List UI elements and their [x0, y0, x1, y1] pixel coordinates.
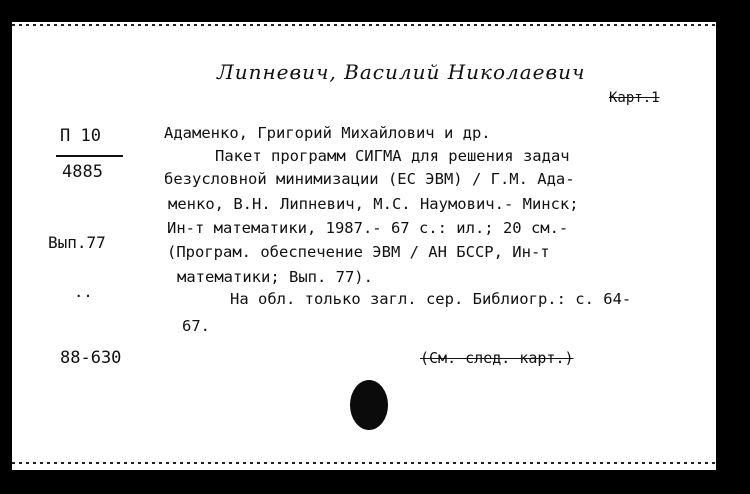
call-number-divider — [56, 155, 123, 157]
top-perforation — [12, 24, 716, 26]
continuation-note: (См. след. карт.) — [420, 349, 574, 367]
entry-line-2: Пакет программ СИГМА для решения задач — [215, 147, 570, 165]
bottom-perforation — [12, 462, 716, 464]
call-number-bottom: 4885 — [62, 162, 103, 182]
entry-line-1: Адаменко, Григорий Михайлович и др. — [164, 124, 491, 142]
entry-line-3: безусловной минимизации (ЕС ЭВМ) / Г.М. Ада- — [164, 170, 575, 188]
margin-dots: .. — [74, 283, 93, 301]
entry-line-5: Ин-т математики, 1987.- 67 с.: ил.; 20 см.- — [167, 219, 569, 237]
inventory-number: 88-630 — [60, 348, 122, 368]
entry-line-7: математики; Вып. 77). — [177, 268, 373, 286]
entry-line-6: (Програм. обеспечение ЭВМ / АН БССР, Ин-т — [167, 243, 550, 261]
entry-line-8: На обл. только загл. сер. Библиогр.: с. 64- — [230, 290, 632, 308]
entry-line-9: 67. — [182, 317, 210, 335]
entry-line-4: менко, В.Н. Липневич, М.С. Наумович.- Минск; — [168, 195, 579, 213]
catalog-card — [12, 22, 716, 470]
card-number: Карт.1 — [609, 90, 660, 106]
call-number-top: П 10 — [60, 126, 101, 146]
author-handwritten: Липневич, Василий Николаевич — [217, 60, 586, 84]
series-mark: Вып.77 — [48, 233, 106, 252]
punch-hole — [350, 380, 388, 430]
